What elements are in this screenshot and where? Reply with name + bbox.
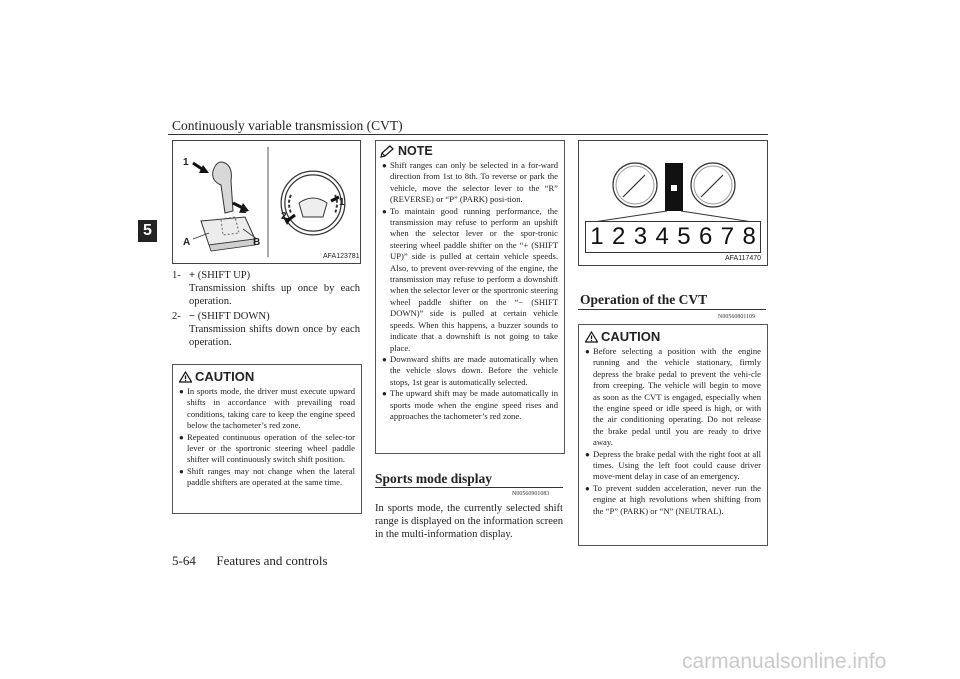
bullet-icon: ● (382, 354, 387, 364)
note-heading (376, 141, 564, 160)
callout-a: A (183, 237, 191, 248)
shift-down-item (172, 310, 360, 350)
shift-up-description: Transmission shifts up once by each operation. (189, 283, 360, 308)
caution-bullet: ● Repeated continuous operation of the selec-tor lever or the sportronic steering wheel paddle shifter will continuously switch shift position. (179, 431, 355, 465)
caution-label: CAUTION (195, 369, 255, 384)
gear-number: 5 (677, 223, 691, 250)
note-pencil-icon (380, 145, 394, 158)
bullet-icon: ● (179, 432, 184, 442)
watermark: carmanualsonline.info (682, 650, 887, 673)
shift-lever-figure (172, 140, 361, 264)
note-box (375, 140, 565, 454)
gear-number: 3 (633, 223, 648, 250)
gear-number: 2 (611, 223, 626, 250)
shift-up-item (172, 269, 360, 309)
shift-lever-illustration (173, 141, 360, 263)
gear-number: 4 (655, 223, 669, 250)
sports-mode-title: Sports mode display (375, 471, 493, 486)
callout-1-wheel: 1 (339, 197, 345, 208)
note-bullet: ● Shift ranges can only be selected in a for-ward direction from 1st to 8th. To reverse or park the vehicle, move the selector lever to the “R” (REVERSE) or “P” (PARK) posi-tion. (382, 160, 558, 205)
minus-icon: − (189, 310, 196, 322)
note-bullet: ● To maintain good running performance, the transmission may refuse to perform an upshift when the selector lever or the spor-tronic steering wheel paddle shifter on the “+ (SHIFT UP)” side is pulled at certain vehicle speeds. Also, to prevent over-revving of the engine, the transmission may refuse to perform a downshift when the selector lever or the sportronic steering wheel paddle shifter on the “− (SHIFT DOWN)” side is pulled at certain vehicle speeds. When this happens, a buzzer sounds to indicate that a downshift is not going to take place. (382, 205, 558, 353)
shift-down-name: (SHIFT DOWN) (197, 310, 270, 322)
callout-1-lever: 1 (183, 157, 189, 168)
bullet-icon: ● (382, 161, 387, 170)
shift-down-description: Transmission shifts down once by each operation. (189, 323, 360, 349)
operation-rule (578, 309, 766, 310)
instrument-cluster-figure (578, 140, 768, 266)
note-bullet: ● Downward shifts are made automatically when the vehicle slows down. Before the vehicle stops, 1st gear is automatically selected. (382, 353, 558, 387)
caution-heading (579, 325, 767, 346)
caution-box-sports-mode (172, 364, 362, 514)
shift-list (172, 269, 360, 349)
bullet-icon: ● (585, 449, 590, 459)
plus-icon: + (189, 270, 196, 281)
caution-bullet: ● Depress the brake pedal with the right foot at all times. Using the left foot could cause driver move-ment delay in case of an emergency. (585, 448, 761, 482)
figure-code: AFA117470 (725, 255, 762, 262)
caution-bullet: ● Shift ranges may not change when the lateral paddle shifters are operated at the same time. (179, 465, 355, 488)
warning-triangle-icon (585, 331, 598, 343)
page-footer (172, 553, 328, 569)
caution-box-cvt-operation (578, 324, 768, 546)
gear-number: 7 (720, 223, 735, 250)
page-header-title: Continuously variable transmission (CVT) (172, 118, 403, 133)
shift-up-name: (SHIFT UP) (197, 270, 251, 281)
warning-triangle-icon (179, 371, 192, 383)
bullet-icon: ● (179, 466, 184, 476)
callout-b: B (253, 237, 261, 248)
caution-bullet: ● Before selecting a position with the engine running and the vehicle stationary, firmly depress the brake pedal to prevent the vehi-cle from creeping. The vehicle will begin to move as soon as the CVT is engaged, especially when the engine speed or idle speed is high, or with the air conditioning operating. Do not release the brake pedal until you are ready to drive away. (585, 346, 761, 448)
caution-bullet: ● To prevent sudden acceleration, never run the engine at high revolutions when shifting from the “P” (PARK) or “N” (NEUTRAL). (585, 482, 761, 516)
operation-title: Operation of the CVT (580, 292, 708, 307)
note-label: NOTE (398, 144, 433, 158)
bullet-icon: ● (585, 347, 590, 356)
caution-label: CAUTION (601, 329, 661, 344)
shift-up-number: 1- (172, 270, 181, 281)
note-bullet: ● The upward shift may be made automatically in sports mode when the engine speed rises and approaches the tachometer’s red zone. (382, 388, 558, 421)
bullet-icon: ● (585, 483, 590, 493)
caution-bullet: ● In sports mode, the driver must execute upward shifts in accordance with prevailing road conditions, taking care to keep the engine speed below the tachometer’s red zone. (179, 386, 355, 431)
header-divider (168, 134, 768, 135)
bullet-icon: ● (382, 206, 387, 216)
shift-down-number: 2- (172, 310, 181, 322)
bullet-icon: ● (179, 387, 184, 396)
operation-code: N00560801109 (718, 314, 756, 320)
gear-number: 1 (590, 223, 604, 250)
callout-2-lever: 2 (241, 205, 247, 216)
footer-section: Features and controls (216, 553, 328, 568)
callout-2-wheel: 2 (281, 211, 287, 222)
gear-number-strip (585, 221, 761, 253)
gear-number: 6 (698, 223, 713, 250)
sports-mode-text: In sports mode, the currently selected shift range is displayed on the information screen in the multi-information display. (375, 503, 563, 541)
gear-number: 8 (742, 223, 756, 250)
sports-mode-rule (375, 487, 563, 488)
figure-code: AFA123781 (323, 253, 360, 260)
chapter-tab: 5 (138, 220, 157, 242)
bullet-icon: ● (382, 389, 387, 399)
caution-heading (173, 365, 361, 386)
sports-mode-code: N00560901083 (512, 491, 550, 497)
page-number: 5-64 (172, 553, 196, 568)
